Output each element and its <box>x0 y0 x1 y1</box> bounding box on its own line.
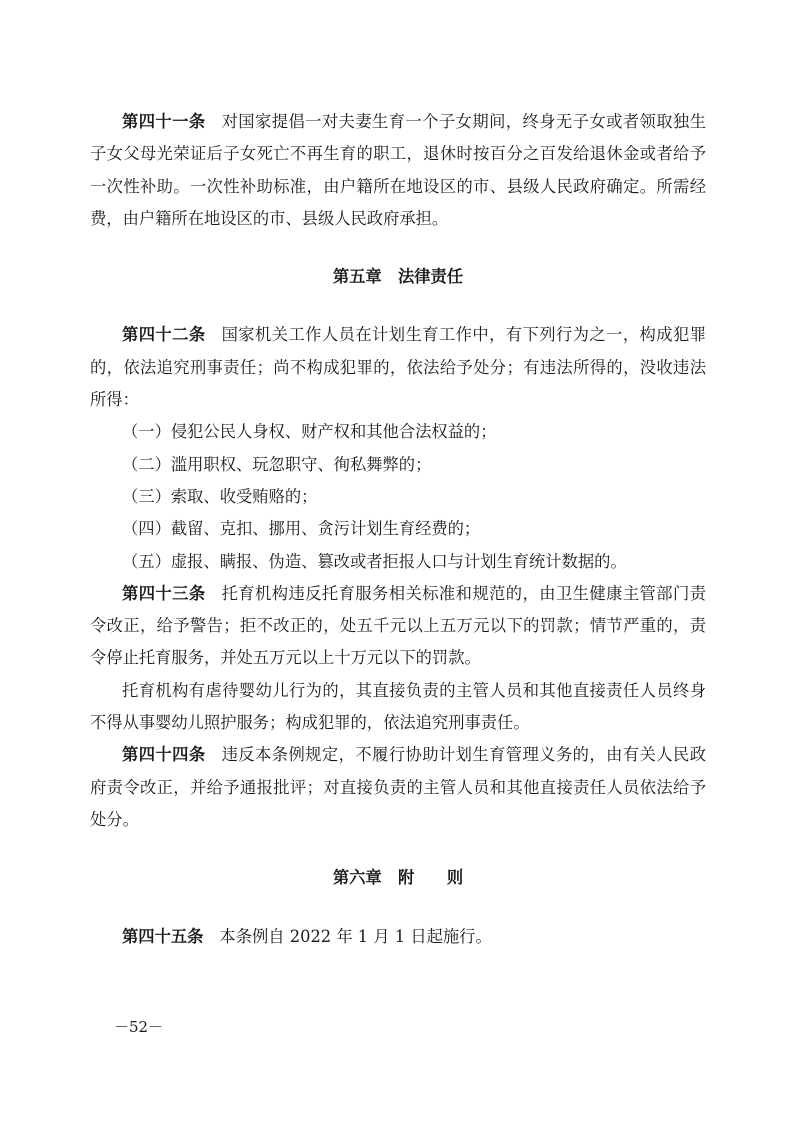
article-41 <box>90 106 706 235</box>
article-43-paragraph-2: 托育机构有虐待婴幼儿行为的，其直接负责的主管人员和其他直接责任人员终身不得从事婴幼儿照护服务；构成犯罪的，依法追究刑事责任。 <box>90 680 706 733</box>
article-43 <box>90 578 706 675</box>
list-item: （二）滥用职权、玩忽职守、徇私舞弊的； <box>122 454 432 474</box>
list-item: （一）侵犯公民人身权、财产权和其他合法权益的； <box>122 422 497 442</box>
list-item: （五）虚报、瞒报、伪造、篡改或者拒报人口与计划生育统计数据的。 <box>122 551 627 571</box>
chapter-heading-5: 第五章 法律责任 <box>332 267 464 287</box>
article-text: 对国家提倡一对夫妻生育一个子女期间，终身无子女或者领取独生子女父母光荣证后子女死亡不再生育的职工，退休时按百分之百发给退休金或者给予一次性补助。一次性补助标准，由户籍所在地设区的市、县级人民政府确定。所需经费，由户籍所在地设区的市、县级人民政府承担。 <box>90 112 706 228</box>
article-text: 托育机构违反托育服务相关标准和规范的，由卫生健康主管部门责令改正，给予警告；拒不改正的，处五千元以上五万元以下的罚款；情节严重的，责令停止托育服务，并处五万元以上十万元以下的罚款。 <box>90 583 706 668</box>
article-44 <box>90 739 706 836</box>
article-number: 第四十四条 <box>122 745 206 765</box>
article-45 <box>90 921 706 953</box>
list-item: （三）索取、收受贿赂的； <box>122 486 318 506</box>
page-number: －52－ <box>114 1018 164 1036</box>
document-body <box>90 106 706 953</box>
article-text: 国家机关工作人员在计划生育工作中，有下列行为之一，构成犯罪的，依法追究刑事责任；尚不构成犯罪的，依法给予处分；有违法所得的，没收违法所得： <box>90 325 706 410</box>
list-item: （四）截留、克扣、挪用、贪污计划生育经费的； <box>122 519 481 539</box>
article-42 <box>90 319 706 416</box>
article-number: 第四十五条 <box>122 926 204 946</box>
article-number: 第四十一条 <box>122 112 206 131</box>
chapter-heading-6: 第六章 附 则 <box>332 868 464 888</box>
article-text: 违反本条例规定，不履行协助计划生育管理义务的，由有关人民政府责令改正，并给予通报批评；对直接负责的主管人员和其他直接责任人员依法给予处分。 <box>90 745 706 829</box>
article-text: 本条例自 2022 年 1 月 1 日起施行。 <box>219 926 492 946</box>
article-number: 第四十二条 <box>122 325 206 345</box>
article-number: 第四十三条 <box>122 583 206 603</box>
